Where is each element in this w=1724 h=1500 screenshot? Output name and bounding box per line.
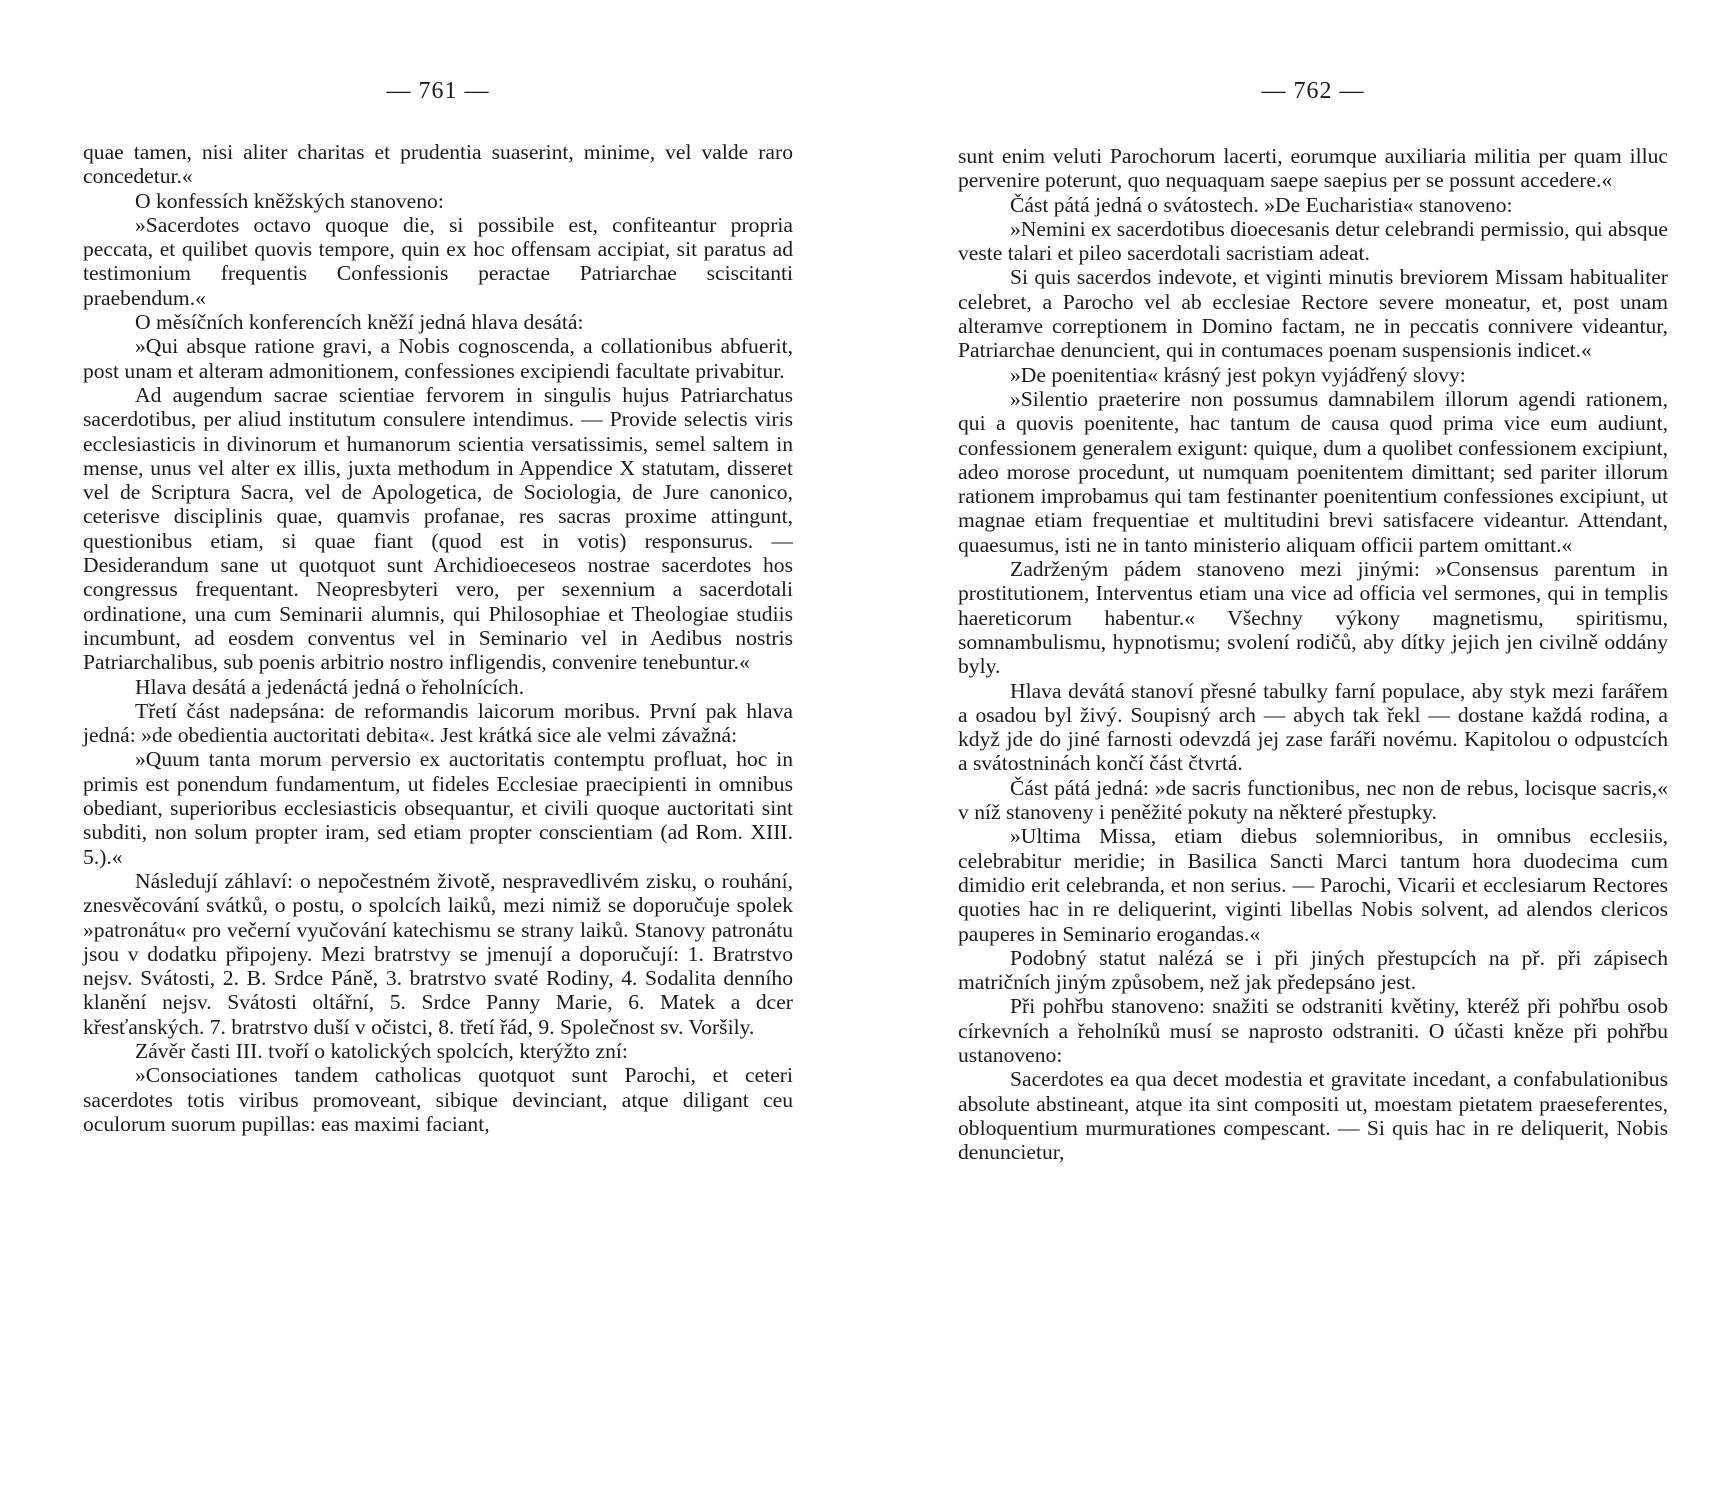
paragraph: Závěr časti III. tvoří o katolických spolcích, kterýžto zní: (135, 1038, 628, 1063)
paragraph: »Nemini ex sacerdotibus dioecesanis detur celebrandi permissio, qui absque veste talari et pileo sacerdotali sacristiam adeat. (958, 216, 1668, 266)
page-number-762: — 762 — (1261, 78, 1365, 104)
paragraph: O měsíčních konferencích kněží jedná hlava desátá: (135, 310, 584, 335)
paragraph: quae tamen, nisi aliter charitas et prudentia suaserint, minime, vel valde raro concedetur.« (83, 140, 793, 189)
right-page-text (958, 144, 1668, 1164)
paragraph: »Qui absque ratione gravi, a Nobis cognoscenda, a collationibus abfuerit, post unam et alteram admonitionem, confessiones excipiendi facultate privabitur. (83, 334, 793, 383)
paragraph: Sacerdotes ea qua decet modestia et gravitate incedant, a confabulationibus absolute abstineant, atque ita sint compositi ut, moestam pietatem praeseferentes, obloquentium murmurationes compescant. — Si quis hac in re deliquerit, Nobis denuncietur, (958, 1067, 1668, 1165)
paragraph: Třetí část nadepsána: de reformandis laicorum moribus. První pak hlava jedná: »de obedientia auctoritati debita«. Jest krátká sice ale velmi závažná: (83, 698, 793, 748)
paragraph: Podobný statut nalézá se i při jiných přestupcích na př. při zápisech matričních jiným způsobem, než jak předepsáno jest. (958, 945, 1668, 995)
paragraph: Hlava desátá a jedenáctá jedná o řeholnících. (135, 674, 525, 699)
paragraph: »Ultima Missa, etiam diebus solemnioribus, in omnibus ecclesiis, celebrabitur meridie; in Basilica Sancti Marci tantum hora duodecima cum dimidio erit celebranda, et non serius. — Parochi, Vicarii et ecclesiarum Rectores quoties hac in re deliquerint, viginti libellas Nobis solvent, ad alendos clericos pauperes in Seminario erogandas.« (958, 824, 1668, 946)
paragraph: Ad augendum sacrae scientiae fervorem in singulis hujus Patriarchatus sacerdotibus, per aliud institutum consulere intendimus. — Provide selectis viris ecclesiasticis in divinorum et humanorum scientia versatissimis, semel saltem in mense, unus vel alter ex illis, juxta methodum in Appendice X statutam, disseret vel de Scriptura Sacra, vel de Apologetica, de Sociologia, de Jure canonico, ceterisve disciplinis quae, quamvis profanae, res sacras proxime attingunt, questionibus etiam, si quae fiant (quod est in votis) responsurus. — Desiderandum sane ut quotquot sunt Archidioeceseos nostrae sacerdotes hos congressus frequentant. Neopresbyteri vero, per sexennium a sacerdotali ordinatione, una cum Seminarii alumnis, qui Philosophiae et Theologiae studiis incumbunt, ad eosdem conventus vel in Seminario vel in Aedibus nostris Patriarchalibus, sub poenis arbitrio nostro infligendis, convenire tenebuntur.« (83, 382, 793, 675)
paragraph: Část pátá jedná o svátostech. »De Eucharistia« stanoveno: (1010, 192, 1513, 217)
paragraph: Část pátá jedná: »de sacris functionibus, nec non de rebus, locisque sacris,« v níž stanoveny i peněžité pokuty na některé přestupky. (958, 775, 1668, 825)
paragraph: Hlava devátá stanoví přesné tabulky farní populace, aby styk mezi farářem a osadou byl živý. Soupisný arch — abych tak řekl — dostane každá rodina, a když jde do jiné farnosti odevzdá jej zase faráři novému. Kapitolou o odpustcích a svátostninách končí část čtvrtá. (958, 678, 1668, 776)
paragraph: Zadrženým pádem stanoveno mezi jinými: »Consensus parentum in prostitutionem, Interventus etiam una vice ad officia vel sermones, qui in templis haereticorum habentur.« Všechny výkony magnetismu, spiritismu, somnambulismu, hypnotismu; svolení rodičů, aby dítky jejich jen civilně oddány byly. (958, 557, 1668, 679)
paragraph: »De poenitentia« krásný jest pokyn vyjádřený slovy: (1010, 362, 1466, 387)
paragraph: Si quis sacerdos indevote, et viginti minutis breviorem Missam habitualiter celebret, a Parocho vel ab ecclesiae Rectore severe moneatur, et, post unam alteramve correptionem in Domino factam, ne in peccatis connivere videantur, Patriarchae denuncient, qui in contumaces poenam suspensionis indicet.« (958, 265, 1668, 363)
paragraph: »Sacerdotes octavo quoque die, si possibile est, confiteantur propria peccata, et quilibet quovis tempore, quin ex hoc offensam accipiat, sit paratus ad testimonium frequentis Confessionis peractae Patriarchae sciscitanti praebendum.« (83, 212, 793, 310)
paragraph: »Quum tanta morum perversio ex auctoritatis contemptu profluat, hoc in primis est ponendum fundamentum, ut fideles Ecclesiae praecipienti in omnibus obediant, superioribus ecclesiasticis obsequantur, et civili quoque auctoritati sint subditi, non solum propter iram, sed etiam propter conscientiam (ad Rom. XIII. 5.).« (83, 747, 793, 869)
paragraph: O konfessích kněžských stanoveno: (135, 188, 444, 213)
left-page-text (83, 140, 793, 1136)
paragraph: »Silentio praeterire non possumus damnabilem illorum agendi rationem, qui a quovis poenitente, hac tantum de causa quod prima vice eum audiunt, confessionem generalem exigunt: quique, dum a quolibet confessionem excipiunt, adeo morose procedunt, ut numquam poenitentem dimittant; sed pariter illorum rationem improbamus qui tam festinanter poenitentium confessiones excipiunt, ut magnae etiam frequentiae et multitudini brevi satisfacere videantur. Attendant, quaesumus, isti ne in tanto ministerio aliquam officii partem omittant.« (958, 386, 1669, 557)
paragraph: sunt enim veluti Parochorum lacerti, eorumque auxiliaria militia per quam illuc pervenire poterunt, quo nequaquam saepe saepius per se possunt accedere.« (958, 144, 1668, 193)
paragraph: Následují záhlaví: o nepočestném životě, nespravedlivém zisku, o rouhání, znesvěcování svátků, o postu, o spolcích laiků, mezi nimiž se doporučuje spolek »patronátu« pro večerní vyučování katechismu se strany laiků. Stanovy patronátu jsou v dodatku připojeny. Mezi bratrstvy se jmenují a doporučují: 1. Bratrstvo nejsv. Svátosti, 2. B. Srdce Páně, 3. bratrstvo svaté Rodiny, 4. Sodalita denního klanění nejsv. Svátosti oltářní, 5. Srdce Panny Marie, 6. Matek a dcer křesťanských. 7. bratrstvo duší v očistci, 8. třetí řád, 9. Společnost sv. Voršily. (83, 868, 793, 1039)
paragraph: »Consociationes tandem catholicas quotquot sunt Parochi, et ceteri sacerdotes totis viribus promoveant, sibique devinciant, atque diligant ceu oculorum suorum pupillas: eas maximi faciant, (83, 1063, 793, 1136)
page-number-761: — 761 — (386, 78, 490, 104)
paragraph: Při pohřbu stanoveno: snažiti se odstraniti květiny, kteréž při pohřbu osob církevních a řeholníků musí se naprosto odstraniti. O účasti kněze při pohřbu ustanoveno: (958, 994, 1668, 1067)
